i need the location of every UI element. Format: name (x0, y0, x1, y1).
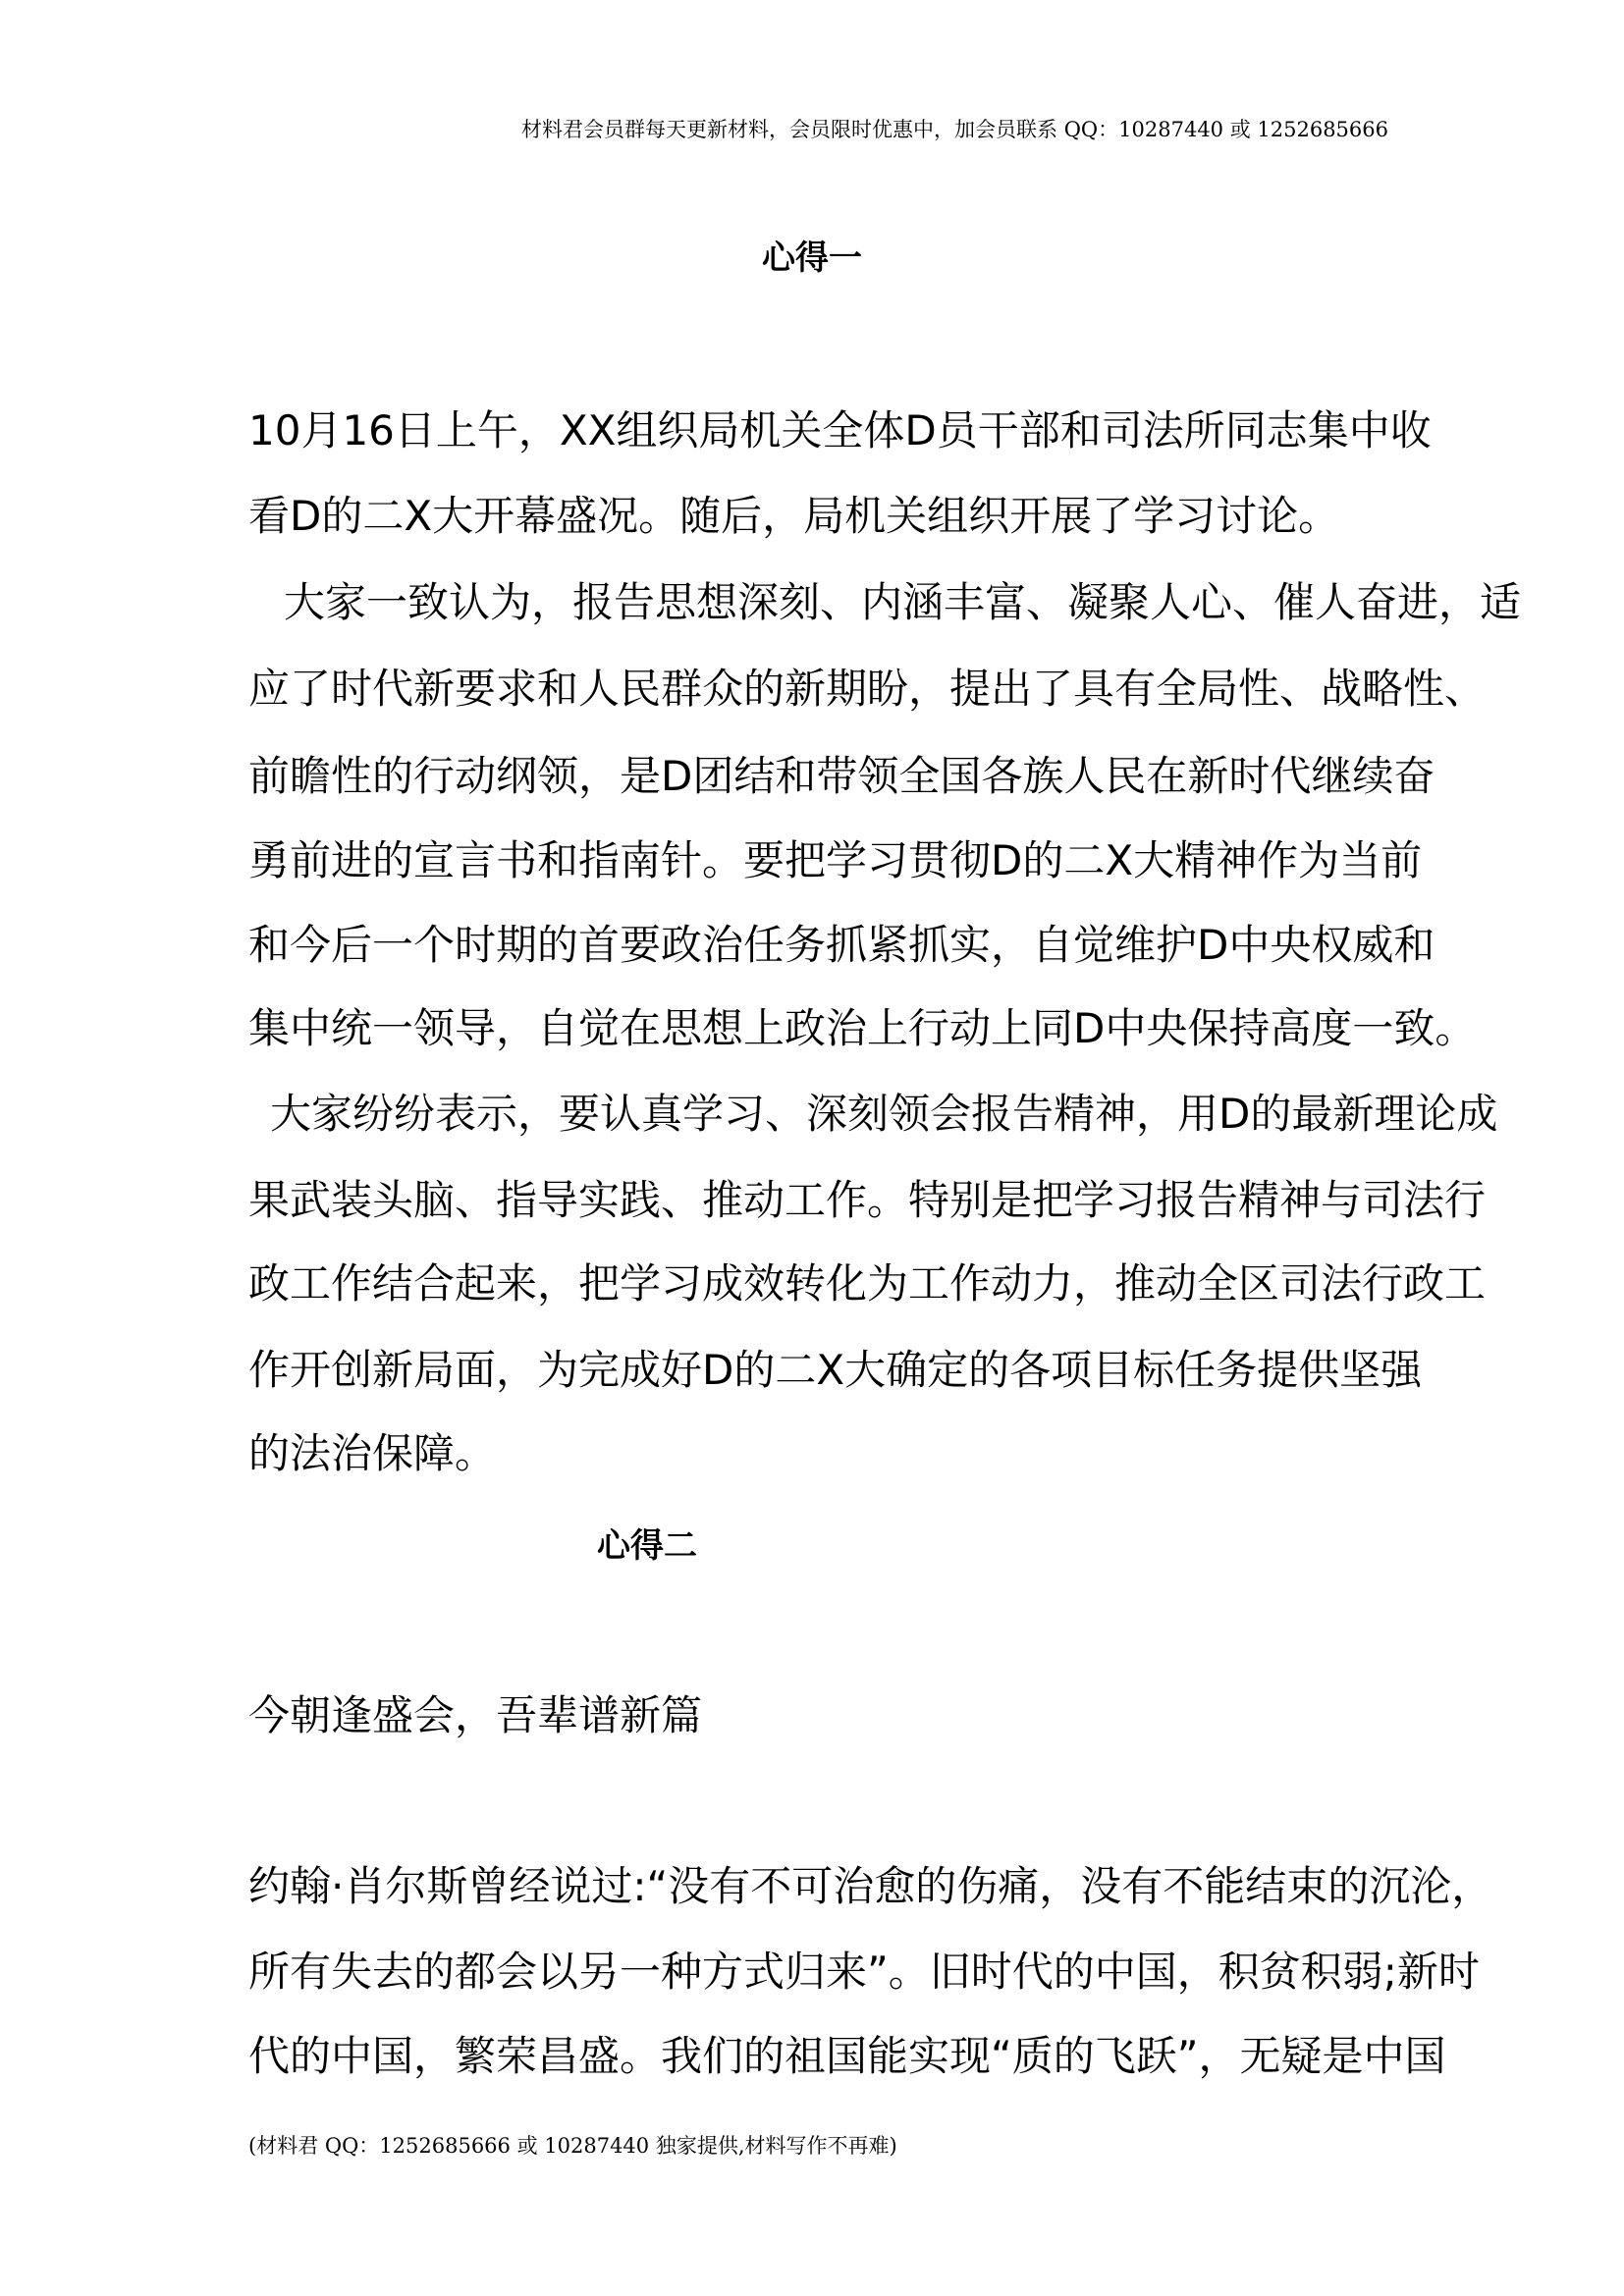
section2-title: 心得二 (597, 1526, 697, 1566)
body-line: 代的中国，繁荣昌盛。我们的祖国能实现“质的飞跃”，无疑是中国 (248, 2032, 1446, 2080)
page-header-note: 材料君会员群每天更新材料，会员限时优惠中，加会员联系 QQ：10287440 或 1252685666 (521, 118, 1388, 141)
page-footer-note: (材料君 QQ：1252685666 或 10287440 独家提供,材料写作不再难) (248, 2134, 897, 2158)
body-line: 集中统一领导，自觉在思想上政治上行动上同D中央保持高度一致。 (248, 1004, 1477, 1052)
body-line: 大家一致认为，报告思想深刻、内涵丰富、凝聚人心、催人奋进，适 (284, 578, 1522, 626)
section2-subtitle: 今朝逢盛会，吾辈谱新篇 (248, 1691, 703, 1739)
body-line: 所有失去的都会以另一种方式归来”。旧时代的中国，积贫积弱;新时 (248, 1948, 1480, 1996)
body-line: 应了时代新要求和人民群众的新期盼，提出了具有全局性、战略性、 (248, 665, 1487, 713)
body-line: 作开创新局面，为完成好D的二X大确定的各项目标任务提供坚强 (248, 1346, 1423, 1394)
body-line: 看D的二X大开幕盛况。随后，局机关组织开展了学习讨论。 (248, 492, 1340, 540)
body-line: 果武装头脑、指导实践、推动工作。特别是把学习报告精神与司法行 (248, 1176, 1487, 1224)
body-line: 约翰·肖尔斯曾经说过:“没有不可治愈的伤痛，没有不能结束的沉沦， (248, 1862, 1493, 1910)
body-line: 的法治保障。 (248, 1429, 497, 1477)
body-line: 10月16日上午，XX组织局机关全体D员干部和司法所同志集中收 (248, 406, 1432, 454)
section1-title: 心得一 (762, 239, 862, 278)
body-line: 政工作结合起来，把学习成效转化为工作动力，推动全区司法行政工 (248, 1259, 1487, 1308)
body-line: 大家纷纷表示，要认真学习、深刻领会报告精神，用D的最新理论成 (270, 1090, 1498, 1138)
body-line: 前瞻性的行动纲领，是D团结和带领全国各族人民在新时代继续奋 (248, 752, 1435, 800)
body-line: 和今后一个时期的首要政治任务抓紧抓实，自觉维护D中央权威和 (248, 921, 1435, 969)
body-line: 勇前进的宣言书和指南针。要把学习贯彻D的二X大精神作为当前 (248, 836, 1423, 884)
